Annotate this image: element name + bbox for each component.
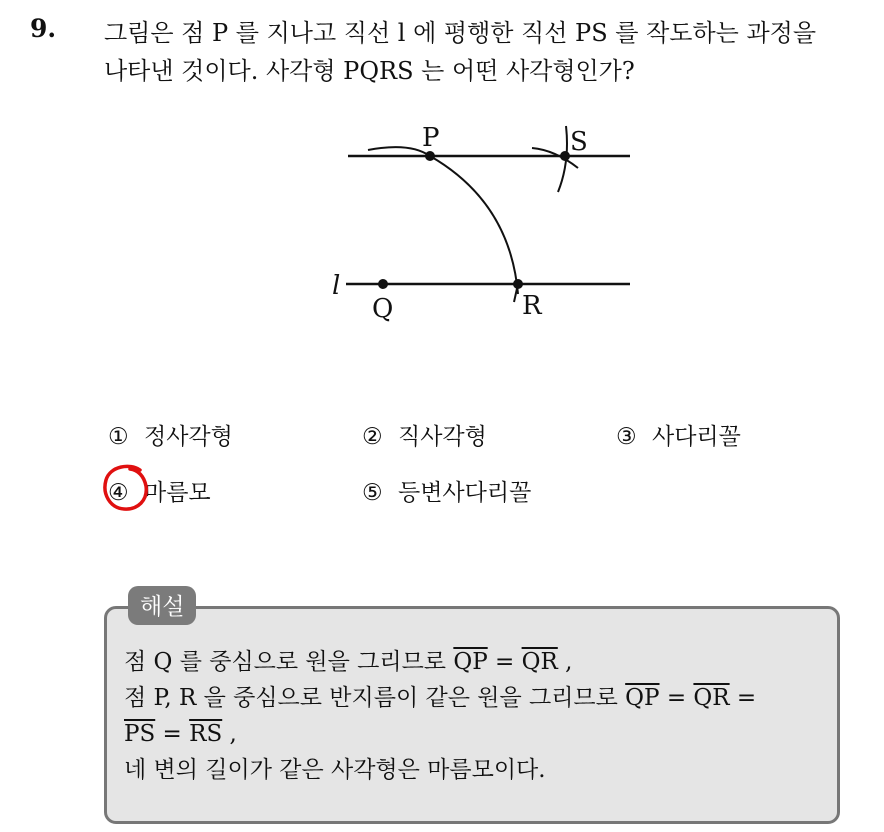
choice-2-number: ② [362, 424, 383, 450]
choice-1[interactable] [108, 418, 233, 451]
equals-sign: = [487, 649, 522, 675]
segment-rs: $\overline{RS}$ [189, 721, 223, 747]
comma: , [557, 649, 573, 675]
question-line-2: 나타낸 것이다. 사각형 PQRS 는 어떤 사각형인가? [104, 57, 635, 85]
choice-1-label: 정사각형 [144, 424, 233, 450]
label-q: Q [372, 294, 394, 322]
label-l: l [332, 271, 341, 301]
choice-5-label: 등변사다리꼴 [398, 480, 532, 506]
point-s [560, 151, 570, 161]
solution-tag: 해설 [128, 586, 196, 625]
comma: , [222, 721, 237, 747]
question-line-1: 그림은 점 P 를 지나고 직선 l 에 평행한 직선 PS 를 작도하는 과정을 [104, 19, 817, 47]
choice-5-number: ⑤ [362, 480, 383, 506]
solution-line-1-text: 점 Q 를 중심으로 원을 그리므로 [124, 649, 454, 675]
choice-2[interactable] [362, 418, 487, 451]
equals-sign: = [155, 721, 190, 747]
question-number: 9. [30, 14, 57, 43]
construction-figure [320, 112, 640, 322]
choice-5[interactable] [362, 474, 531, 507]
choice-4[interactable] [108, 474, 211, 507]
equals-sign: = [659, 685, 694, 711]
choice-3[interactable] [616, 418, 741, 451]
question-text [104, 14, 874, 90]
segment-qp: $\overline{QP}$ [625, 685, 660, 711]
solution-line-3 [124, 716, 834, 752]
solution-line-4: 네 변의 길이가 같은 사각형은 마름모이다. [124, 757, 546, 783]
solution-line-2 [124, 680, 834, 716]
segment-qr: $\overline{QR}$ [693, 685, 730, 711]
choice-4-number: ④ [108, 480, 129, 506]
point-q [378, 279, 388, 289]
choice-3-label: 사다리꼴 [652, 424, 741, 450]
point-r [513, 279, 523, 289]
choice-3-number: ③ [616, 424, 637, 450]
choice-1-number: ① [108, 424, 129, 450]
equals-sign: = [729, 685, 757, 711]
answer-circle-mark [100, 462, 152, 514]
segment-qr: $\overline{QR}$ [521, 649, 558, 675]
solution-text [124, 644, 834, 788]
label-p: P [422, 123, 440, 153]
choice-4-label: 마름모 [144, 480, 211, 506]
segment-qp: $\overline{QP}$ [453, 649, 488, 675]
arc-from-q [368, 147, 518, 294]
label-s: S [570, 127, 588, 157]
choice-2-label: 직사각형 [398, 424, 487, 450]
segment-ps: $\overline{PS}$ [124, 721, 156, 747]
solution-line-1 [124, 644, 834, 680]
solution-line-2-text: 점 P, R 을 중심으로 반지름이 같은 원을 그리므로 [124, 685, 626, 711]
label-r: R [522, 291, 542, 321]
